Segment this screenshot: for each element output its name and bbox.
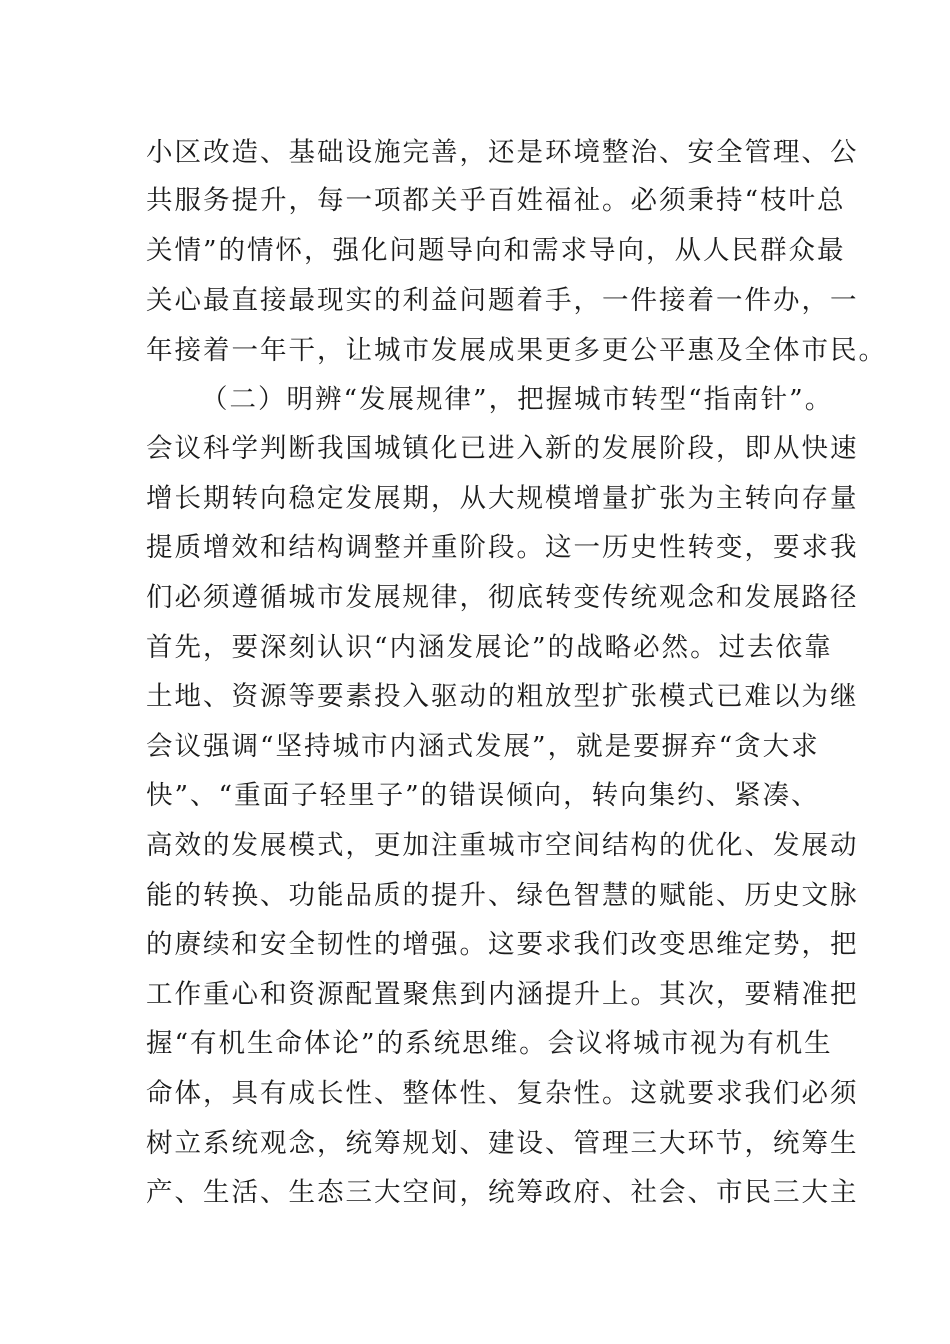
text-line: 的赓续和安全韧性的增强。这要求我们改变思维定势，把: [146, 929, 859, 960]
text-line: 提质增效和结构调整并重阶段。这一历史性转变，要求我: [146, 532, 859, 563]
text-line: 工作重心和资源配置聚焦到内涵提升上。其次，要精准把: [146, 979, 859, 1010]
section-heading: （二）明辨“发展规律”，把握城市转型“指南针”。: [201, 384, 834, 415]
text-line: 们必须遵循城市发展规律，彻底转变传统观念和发展路径: [146, 582, 859, 613]
text-line: 命体，具有成长性、整体性、复杂性。这就要求我们必须: [146, 1078, 859, 1109]
text-line: 首先，要深刻认识“内涵发展论”的战略必然。过去依靠: [146, 632, 833, 663]
text-line: 增长期转向稳定发展期，从大规模增量扩张为主转向存量: [146, 483, 859, 514]
text-line: 小区改造、基础设施完善，还是环境整治、安全管理、公: [146, 137, 859, 168]
text-line: 会议科学判断我国城镇化已进入新的发展阶段，即从快速: [146, 433, 859, 464]
text-line: 产、生活、生态三大空间，统筹政府、社会、市民三大主: [146, 1177, 859, 1208]
text-line: 树立系统观念，统筹规划、建设、管理三大环节，统筹生: [146, 1128, 859, 1159]
text-line: 关情”的情怀，强化问题导向和需求导向，从人民群众最: [146, 235, 846, 266]
text-line: 握“有机生命体论”的系统思维。会议将城市视为有机生: [146, 1028, 833, 1059]
text-line: 年接着一年干，让城市发展成果更多更公平惠及全体市民。: [146, 335, 887, 366]
text-line: 土地、资源等要素投入驱动的粗放型扩张模式已难以为继: [146, 681, 859, 712]
text-line: 共服务提升，每一项都关乎百姓福祉。必须秉持“枝叶总: [146, 185, 846, 216]
text-line: 会议强调“坚持城市内涵式发展”，就是要摒弃“贪大求: [146, 731, 820, 762]
text-line: 能的转换、功能品质的提升、绿色智慧的赋能、历史文脉: [146, 880, 859, 911]
text-line: 快”、“重面子轻里子”的错误倾向，转向集约、紧凑、: [146, 780, 820, 811]
text-line: 高效的发展模式，更加注重城市空间结构的优化、发展动: [146, 830, 859, 861]
text-line: 关心最直接最现实的利益问题着手，一件接着一件办，一: [146, 285, 859, 316]
